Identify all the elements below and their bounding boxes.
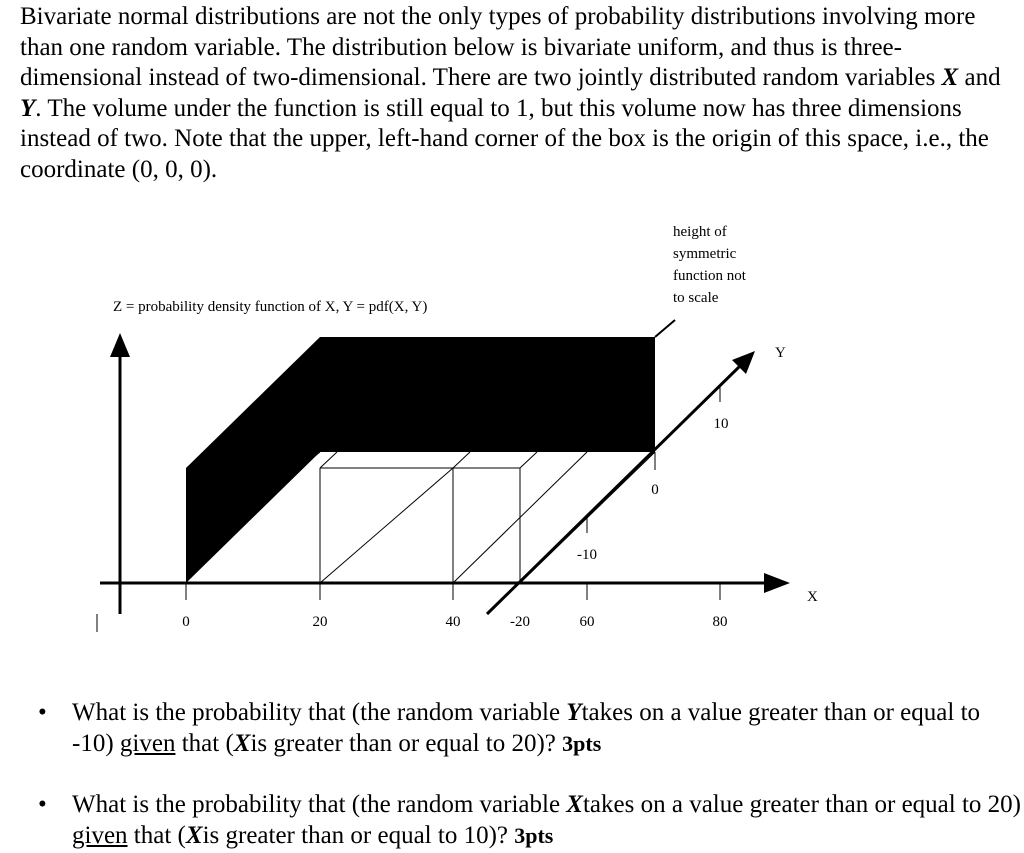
variable: X (233, 729, 251, 757)
variable: X (566, 791, 583, 818)
points-label: 3pts (562, 730, 602, 756)
z-axis-arrow-icon (110, 333, 130, 357)
question-2 (38, 790, 1022, 851)
var-y: Y (20, 94, 36, 122)
z-axis-label: Z = probability density function of X, Y = pdf(X, Y) (113, 299, 428, 315)
question-text: that ( (175, 729, 234, 757)
points-label: 3pts (514, 822, 554, 848)
variable: X (185, 821, 203, 849)
given-word: given (72, 821, 128, 849)
intro-text-2: . The volume under the function is still equal to 1, but this volume now has three dimensions instead of two. Note that the upper, left-hand corner of the box is the origin of this space, i.e., the coordinate (0, 0, 0). (20, 94, 989, 183)
x-tick-label: 0 (182, 614, 190, 630)
y-tick-label: 0 (651, 482, 659, 498)
x-tick-label: 60 (579, 614, 595, 630)
x-tick-label: 80 (712, 614, 728, 630)
bullet-icon: • (38, 791, 47, 818)
back-wall (320, 337, 655, 452)
question-text: What is the probability that (the random variable (72, 791, 567, 818)
question-1 (38, 698, 1022, 759)
question-text: What is the probability that (the random variable (72, 699, 567, 726)
question-text: is greater than or equal to 20)? (250, 729, 563, 757)
y-tick-label: 10 (713, 416, 729, 432)
height-note-line-4: to scale (673, 290, 719, 306)
height-note-line-1: height of (673, 224, 727, 240)
bullet-icon: • (38, 699, 47, 726)
intro-paragraph (20, 2, 1020, 185)
uniform-distribution-figure (0, 200, 1024, 650)
intro-text-1: Bivariate normal distributions are not the only types of probability distributions involving more than one random variable. The distribution below is bivariate uniform, and thus is three-dimensional instead of two-dimensional. There are two jointly distributed random variables (20, 3, 976, 91)
box-outline (300, 452, 655, 583)
x-axis-arrow-icon (764, 573, 790, 593)
y-tick-label: -10 (577, 547, 597, 563)
given-word: given (119, 729, 176, 757)
z-axis (110, 333, 130, 614)
x-axis-label: X (807, 589, 818, 605)
x-tick-label: 20 (312, 614, 328, 630)
y-axis-label: Y (775, 345, 786, 361)
question-text: is greater than or equal to 10)? (202, 821, 515, 849)
back-edge-line (655, 320, 675, 337)
question-text: that ( (127, 821, 186, 849)
intro-and: and (958, 64, 1001, 91)
x-axis (100, 573, 790, 600)
height-note-line-2: symmetric (673, 246, 737, 262)
left-wall (186, 337, 320, 583)
y-tick-label: -20 (510, 614, 530, 630)
question-text: takes on a value greater than or equal to 20) (582, 791, 1021, 818)
variable: Y (566, 699, 582, 726)
height-note-line-3: function not (673, 268, 746, 284)
var-x: X (941, 64, 959, 91)
question-text: takes on a value greater than or equal to -10) (72, 699, 981, 757)
x-tick-label: 40 (445, 614, 461, 630)
question-list (38, 698, 1022, 851)
